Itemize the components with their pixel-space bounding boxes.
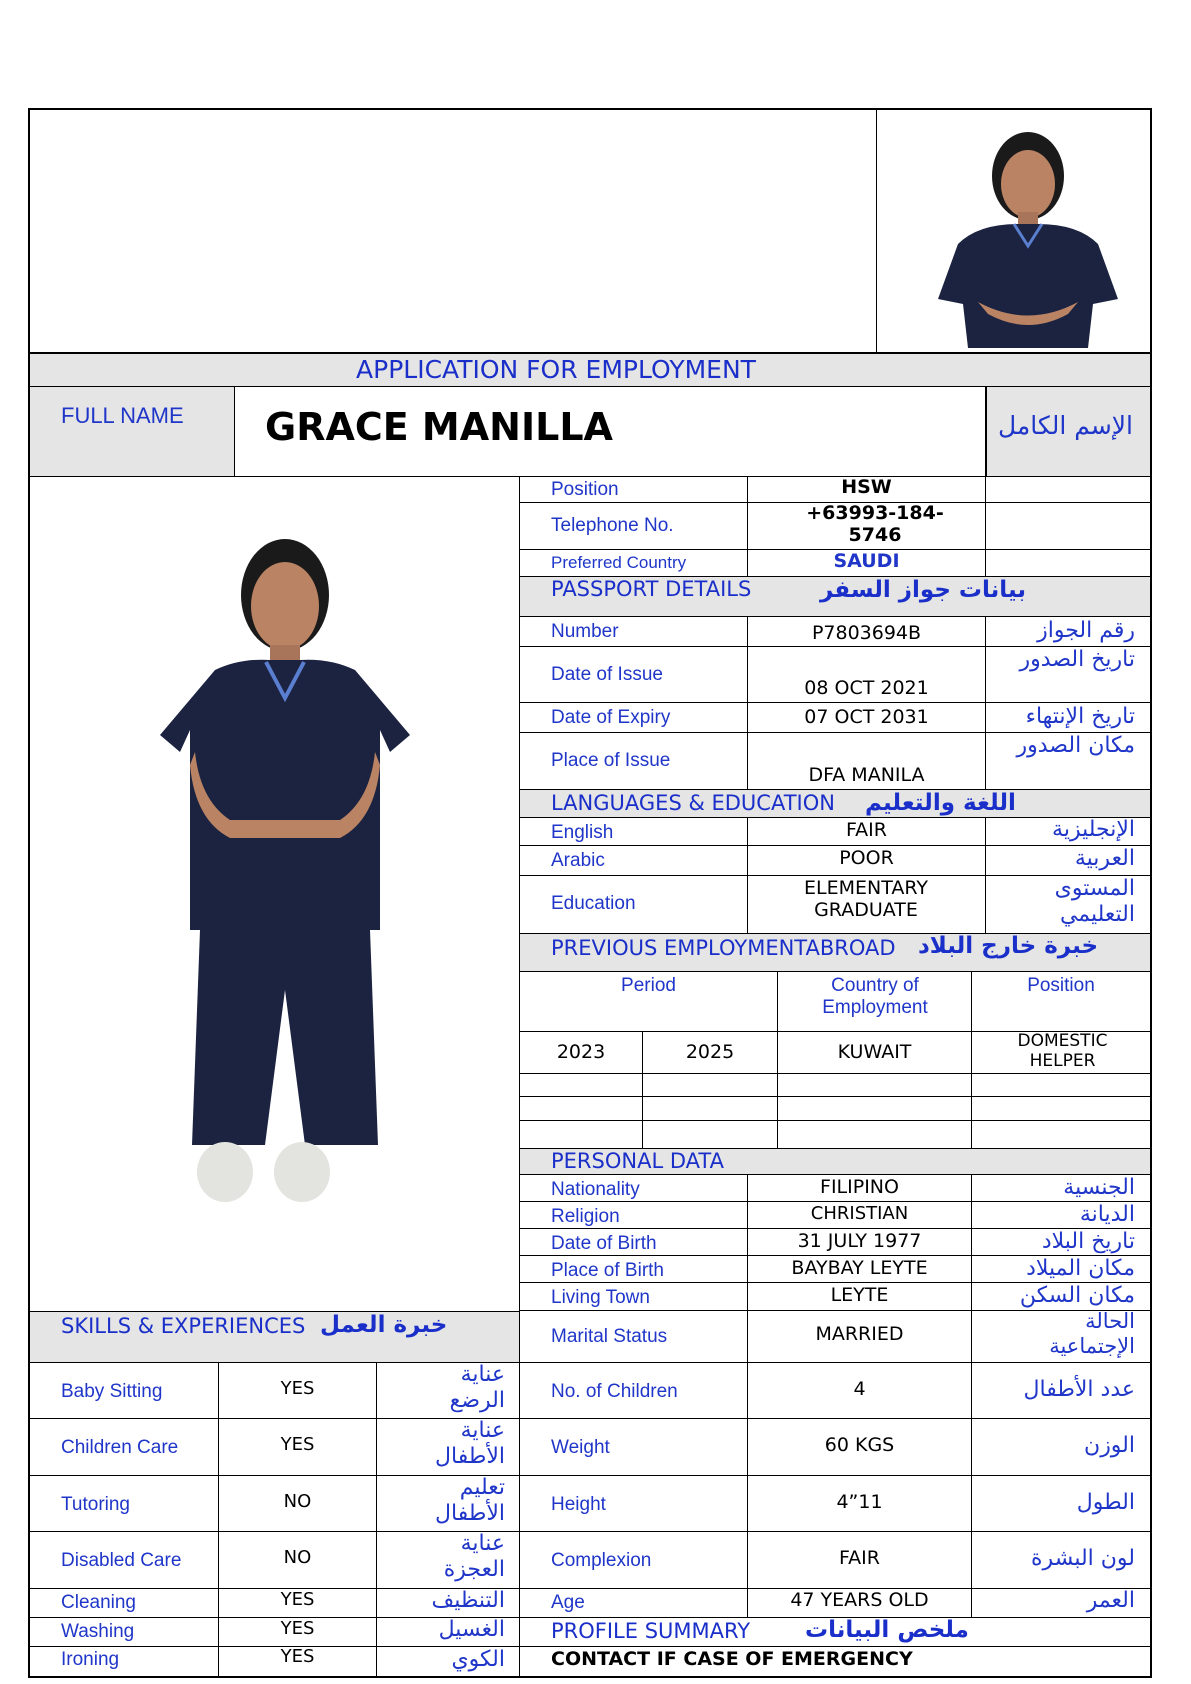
- passport-number-value: P7803694B: [811, 622, 922, 644]
- passport-expiry-value: 07 OCT 2031: [804, 706, 929, 728]
- weight-value: 60 KGS: [824, 1434, 895, 1456]
- birth-date-label: Date of Birth: [551, 1233, 657, 1254]
- children-care-value: YES: [280, 1434, 315, 1455]
- nationality-label: Nationality: [551, 1179, 640, 1200]
- country-label: Preferred Country: [551, 553, 687, 572]
- weight-ar: الوزن: [1084, 1433, 1135, 1458]
- age-ar: العمر: [1086, 1588, 1135, 1613]
- passport-number-ar: رقم الجواز: [1037, 618, 1135, 643]
- period-header: Period: [621, 975, 676, 996]
- height-value: 4”11: [836, 1491, 883, 1513]
- full-name-label: FULL NAME: [61, 403, 184, 428]
- complexion-ar: لون البشرة: [1031, 1546, 1135, 1571]
- passport-place-value: DFA MANILA: [808, 764, 925, 786]
- height-label: Height: [551, 1494, 606, 1515]
- form-title: APPLICATION FOR EMPLOYMENT: [356, 355, 756, 384]
- english-label: English: [551, 822, 614, 843]
- living-town-ar: مكان السكن: [1019, 1283, 1135, 1308]
- religion-label: Religion: [551, 1206, 620, 1227]
- passport-issue-value: 08 OCT 2021: [804, 677, 929, 699]
- employment-position: DOMESTIC HELPER: [1017, 1031, 1108, 1071]
- religion-value: CHRISTIAN: [810, 1203, 909, 1224]
- position-label: Position: [551, 479, 619, 500]
- skills-title-ar: خبرة العمل: [320, 1312, 448, 1338]
- ironing-ar: الكوي: [451, 1647, 505, 1672]
- english-value: FAIR: [846, 819, 887, 841]
- passport-expiry-ar: تاريخ الإنتهاء: [1025, 704, 1135, 729]
- passport-issue-ar: تاريخ الصدور: [1019, 647, 1135, 672]
- passport-title: PASSPORT DETAILS: [551, 577, 752, 601]
- living-town-label: Living Town: [551, 1287, 650, 1308]
- birth-date-ar: تاريخ البلاد: [1041, 1229, 1135, 1254]
- position-header: Position: [1027, 975, 1095, 996]
- disabled-care-label: Disabled Care: [61, 1550, 182, 1571]
- applicant-photo-small: [918, 124, 1138, 348]
- height-ar: الطول: [1076, 1490, 1135, 1515]
- marital-status-ar: الحالة الإجتماعية: [1049, 1309, 1135, 1359]
- children-care-label: Children Care: [61, 1437, 179, 1458]
- complexion-value: FAIR: [839, 1547, 880, 1569]
- birth-date-value: 31 JULY 1977: [797, 1230, 922, 1252]
- employment-country: KUWAIT: [837, 1041, 912, 1063]
- cleaning-ar: التنظيف: [431, 1588, 505, 1613]
- children-label: No. of Children: [551, 1381, 678, 1402]
- disabled-care-ar: عناية العجزة: [443, 1531, 505, 1583]
- living-town-value: LEYTE: [830, 1284, 889, 1306]
- languages-title-ar: اللغة والتعليم: [865, 790, 1016, 816]
- washing-label: Washing: [61, 1621, 135, 1642]
- children-value: 4: [853, 1378, 866, 1400]
- telephone-value: +63993-184-5746: [806, 502, 944, 546]
- weight-label: Weight: [551, 1437, 610, 1458]
- ironing-value: YES: [280, 1646, 315, 1667]
- full-name-value: GRACE MANILLA: [265, 405, 613, 449]
- tutoring-ar: تعليم الأطفال: [435, 1475, 505, 1527]
- marital-status-label: Marital Status: [551, 1326, 668, 1347]
- tutoring-label: Tutoring: [61, 1494, 130, 1515]
- passport-place-ar: مكان الصدور: [1016, 733, 1135, 758]
- skills-title: SKILLS & EXPERIENCES: [61, 1314, 306, 1338]
- education-label: Education: [551, 893, 636, 914]
- passport-issue-label: Date of Issue: [551, 664, 663, 685]
- birth-place-value: BAYBAY LEYTE: [791, 1257, 928, 1279]
- children-ar: عدد الأطفال: [1023, 1377, 1135, 1402]
- cleaning-label: Cleaning: [61, 1592, 136, 1613]
- telephone-label: Telephone No.: [551, 515, 674, 536]
- country-value: SAUDI: [833, 550, 900, 572]
- washing-ar: الغسيل: [438, 1617, 505, 1642]
- nationality-value: FILIPINO: [820, 1176, 899, 1198]
- ironing-label: Ironing: [61, 1649, 120, 1670]
- age-value: 47 YEARS OLD: [790, 1589, 929, 1611]
- arabic-label: Arabic: [551, 850, 605, 871]
- baby-sitting-value: YES: [280, 1378, 315, 1399]
- nationality-ar: الجنسية: [1063, 1175, 1135, 1200]
- employment-title: PREVIOUS EMPLOYMENTABROAD: [551, 936, 896, 960]
- full-name-ar: الإسم الكامل: [997, 411, 1133, 440]
- washing-value: YES: [280, 1618, 315, 1639]
- arabic-ar: العربية: [1074, 846, 1135, 871]
- passport-number-label: Number: [551, 621, 619, 642]
- employment-to: 2025: [685, 1041, 735, 1063]
- profile-summary-title: PROFILE SUMMARY: [551, 1619, 751, 1643]
- birth-place-label: Place of Birth: [551, 1260, 664, 1281]
- employment-from: 2023: [556, 1041, 606, 1063]
- age-label: Age: [551, 1592, 585, 1613]
- english-ar: الإنجليزية: [1052, 817, 1135, 842]
- baby-sitting-ar: عناية الرضع: [449, 1362, 505, 1414]
- education-value: ELEMENTARY GRADUATE: [804, 877, 928, 921]
- languages-title: LANGUAGES & EDUCATION: [551, 791, 835, 815]
- country-header: Country of Employment: [822, 975, 928, 1018]
- profile-summary-title-ar: ملخص البيانات: [805, 1617, 969, 1643]
- cleaning-value: YES: [280, 1589, 315, 1610]
- education-ar: المستوى التعليمي: [1054, 876, 1135, 928]
- applicant-photo: [140, 520, 430, 1215]
- passport-title-ar: بيانات جواز السفر: [820, 577, 1026, 603]
- complexion-label: Complexion: [551, 1550, 652, 1571]
- baby-sitting-label: Baby Sitting: [61, 1381, 163, 1402]
- employment-title-ar: خبرة خارج البلاد: [918, 933, 1099, 959]
- personal-title: PERSONAL DATA: [551, 1149, 724, 1173]
- arabic-value: POOR: [839, 847, 894, 869]
- passport-place-label: Place of Issue: [551, 750, 671, 771]
- emergency-contact-label: CONTACT IF CASE OF EMERGENCY: [551, 1648, 913, 1670]
- passport-expiry-label: Date of Expiry: [551, 707, 671, 728]
- disabled-care-value: NO: [283, 1547, 312, 1568]
- marital-status-value: MARRIED: [815, 1323, 904, 1345]
- birth-place-ar: مكان الميلاد: [1026, 1256, 1135, 1281]
- religion-ar: الديانة: [1079, 1202, 1135, 1227]
- position-value: HSW: [841, 476, 892, 498]
- children-care-ar: عناية الأطفال: [435, 1418, 505, 1470]
- tutoring-value: NO: [283, 1491, 312, 1512]
